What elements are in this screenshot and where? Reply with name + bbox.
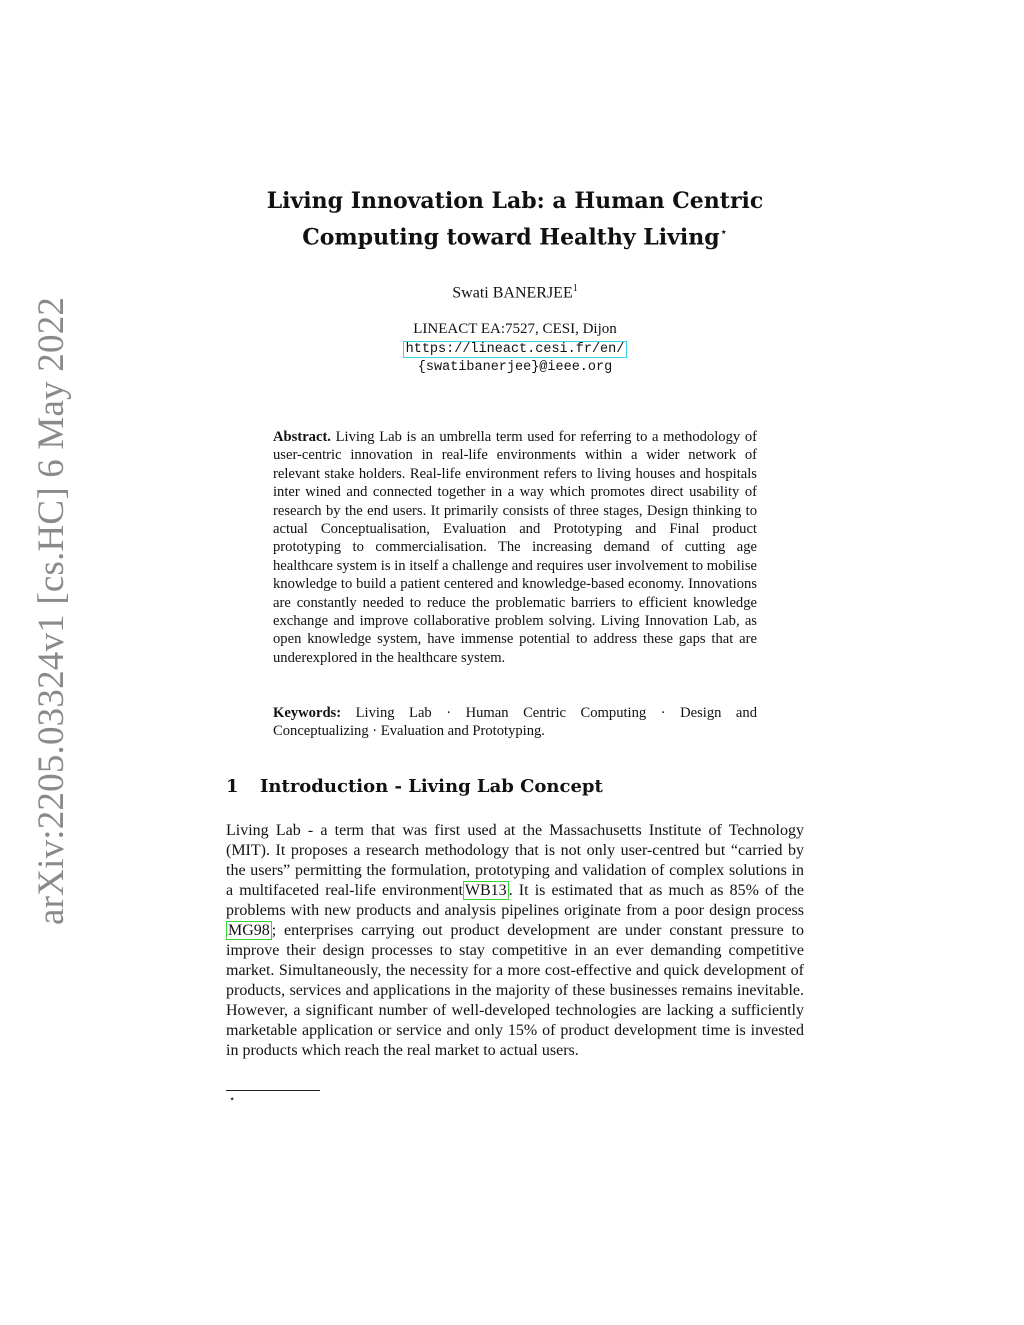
paper-title (230, 186, 800, 253)
intro-text-part-1: Living Lab - a term that was first used at the Massachusetts Institute of Technology (MIT). It proposes a research methodology that is not only user-centred but “carried by the users” permitting the formulation, prototyping and validation of complex solutions in a multifaceted real-life environment (226, 822, 804, 899)
introduction-paragraph (226, 821, 804, 1061)
title-line-2-text: Computing toward Healthy Living (302, 224, 720, 251)
footnote-mark: ⋆ (229, 1094, 236, 1105)
citation-link-wb13[interactable]: WB13 (464, 882, 507, 899)
abstract-label: Abstract. (273, 429, 331, 445)
affiliation-url-link[interactable]: https://lineact.cesi.fr/en/ (403, 341, 628, 358)
author-affiliation-mark: 1 (572, 283, 578, 294)
title-line-1: Living Innovation Lab: a Human Centric (266, 188, 764, 214)
affiliation-block (230, 320, 800, 377)
section-heading (226, 776, 806, 797)
footnote-divider (226, 1090, 320, 1091)
keywords-label: Keywords: (273, 705, 342, 721)
title-line-2 (230, 217, 800, 253)
arxiv-identifier-stamp: arXiv:2205.03324v1 [cs.HC] 6 May 2022 (31, 296, 72, 925)
title-footnote-mark: ⋆ (719, 225, 728, 240)
keywords-text: Living Lab · Human Centric Computing · Design and Conceptualizing · Evaluation and Prototyping. (273, 705, 757, 740)
section-number: 1 (226, 776, 239, 797)
intro-text-part-3: ; enterprises carrying out product development are under constant pressure to improve their design processes to stay competitive in an ever demanding competitive market. Simultaneously, the necessity for a more cost-effective and quick development of products, services and applications in the majority of these businesses remains inevitable. However, a significant number of well-developed technologies are lacking a sufficiently marketable application or service and only 15% of product development time is invested in products which reach the real market to actual users. (226, 922, 804, 1059)
author-name-text: Swati BANERJEE (452, 284, 573, 302)
author-email: {swatibanerjee}@ieee.org (417, 360, 613, 375)
keywords (273, 704, 757, 741)
intro-text-part-2: . It is estimated that as much as 85% of the problems with new products and analysis pipelines originate from a poor design process (226, 882, 804, 919)
section-title: Introduction - Living Lab Concept (260, 776, 603, 797)
affiliation-name: LINEACT EA:7527, CESI, Dijon (413, 321, 617, 337)
abstract-text: Living Lab is an umbrella term used for referring to a methodology of user-centric innovation in real-life environments within a wider network of relevant stake holders. Real-life environment refers to living houses and hospitals inter wined and connected together in a way which promotes direct usability of research by the end users. It primarily consists of three stages, Design thinking to actual Conceptualisation, Evaluation and Prototyping and Final product prototyping to commercialisation. The increasing demand of cutting age healthcare system is in itself a challenge and requires user involvement to mobilise knowledge to build a patient centered and knowledge-based economy. Innovations are constantly needed to reduce the problematic barriers to efficient knowledge exchange and improve collaborative problem solving. Living Innovation Lab, as open knowledge system, have immense potential to address these gaps that are underexplored in the healthcare system. (273, 429, 757, 666)
author-name (230, 283, 800, 302)
abstract (273, 428, 757, 667)
citation-link-mg98[interactable]: MG98 (228, 922, 270, 939)
